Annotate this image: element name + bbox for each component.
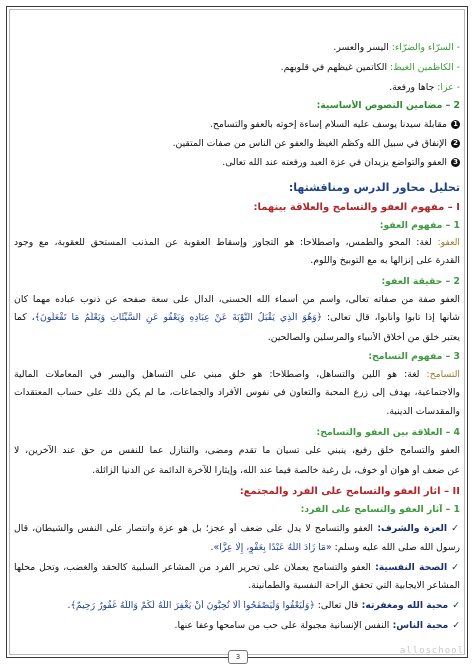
text-segment: العفو: — [431, 237, 460, 248]
text-segment: رسول الله صلى الله عليه وسلم: — [331, 542, 460, 553]
text-line — [14, 351, 460, 363]
text-segment: ، كما — [14, 312, 35, 323]
text-segment: 2 – مضامين النصوص الأساسية: — [316, 100, 460, 111]
text-segment: لغة: هو اللين والتساهل، واصطلاحا: هو خلق مبني على التساهل واليسر في المعاملات المالية — [14, 369, 420, 380]
text-segment: العفو والتسامح لا يدل على ضعف أو عجز؛ بل هو عزة وانتصار على النفس والشيطان، قال — [14, 523, 373, 534]
text-segment: «مَا زَادَ اللَّهُ عَبْدًا بِعَفْوٍ، إِلَّا عِزًّا» — [213, 542, 332, 553]
text-segment: الكاتمين غيظهم في قلوبهم. — [280, 62, 388, 73]
text-segment: يعتبر خلق من أخلاق الأنبياء والمرسلين والصالحين. — [267, 332, 460, 343]
text-segment: - السرّاء والضرّاء: — [388, 42, 460, 53]
text-line — [14, 157, 460, 169]
text-segment: والاجتماعية، يهدف إلى زرع المحبة والتعاون في نفوس الأفراد والجماعات، ما لم يكن ذلك على حساب المعتقدات — [14, 387, 460, 398]
text-line — [14, 542, 460, 554]
text-line — [14, 445, 460, 457]
text-segment: العفو والتسامح يعملان على تحرير الفرد من المشاعر السلبية كالحقد والغضب، وتحل محلها — [14, 562, 371, 573]
text-line — [14, 82, 460, 94]
text-segment: العفو والتسامح خلق رفيع، ينبني على تسيان ما تقدم ومضى، والتنازل عما للنفس من حق عند الآخرين، لا — [14, 445, 460, 456]
watermark: alloschool — [399, 646, 464, 656]
text-line — [14, 138, 460, 150]
text-line — [14, 562, 460, 574]
text-segment: التسامح: — [419, 369, 460, 380]
text-line — [14, 427, 460, 439]
text-line — [14, 182, 460, 195]
text-line — [14, 332, 460, 344]
text-line — [14, 312, 460, 324]
text-line — [14, 202, 460, 214]
text-segment: . — [210, 542, 214, 553]
text-segment: II – آثار العفو والتسامح على الفرد والمجتمع: — [239, 486, 460, 497]
text-segment: جاها ورفعة. — [389, 82, 435, 93]
text-segment: محبة الله ومغفرته: — [358, 600, 449, 611]
text-segment: العفو صفة من صفاته تعالى، واسم من أسماء الله الحسنى، الدال على سعة صفحه عن ذنوب عباده مهما كان — [14, 294, 460, 305]
text-segment: 2 – حقيقة العفو: — [381, 276, 460, 287]
text-line — [14, 237, 460, 249]
text-segment: شأنها إذا تابوا وأنابوا، قال تعالى: — [322, 312, 460, 323]
text-line — [14, 620, 460, 632]
text-line — [14, 580, 460, 592]
text-line — [14, 486, 460, 498]
text-line — [14, 42, 460, 54]
page-number: 3 — [228, 650, 248, 664]
text-segment: عن ضعف أو هوان أو خوف، بل رغبة خالصة فيما عند الله، وإيثارا للآخرة الدائمة عن الدنيا الزائلة. — [92, 465, 460, 476]
text-line — [14, 62, 460, 74]
text-segment: ﴿وَلْيَعْفُوا وَلْيَصْفَحُوا أَلَا تُحِبُّونَ أَنْ يَغْفِرَ اللَّهُ لَكُمْ وَاللَّهُ غَفُورٌ رَحِيمٌ﴾ — [70, 600, 315, 611]
text-segment: اليسر والعسر. — [333, 42, 389, 53]
text-segment: النفس الإنسانية مجبولة على حب من سامحها وعفا عنها. — [174, 620, 390, 631]
number-bullet-icon: 3 — [451, 158, 460, 167]
text-segment: محبة الناس: — [389, 620, 449, 631]
text-segment: 4 – العلاقة بين العفو والتسامح: — [316, 427, 460, 438]
text-line — [14, 255, 460, 267]
text-segment: القدرة على إنزالها به مع التوبيخ واللوم. — [310, 255, 460, 266]
text-line — [14, 600, 460, 612]
text-line — [14, 100, 460, 112]
text-segment: الصحة النفسية: — [370, 562, 448, 573]
text-segment: الإنفاق في سبيل الله وكظم الغيظ والعفو عن الناس من صفات المتقين. — [172, 138, 447, 149]
text-segment: العفو والتواضع يزيدان في عزة العبد ورفعته عند الله تعالى. — [222, 157, 447, 168]
text-line — [14, 276, 460, 288]
text-segment: لغة: المحو والطمس، واصطلاحا: هو التجاوز وإسقاط العقوبة عن المذنب المستحق للعقوبة، مع وجود — [14, 237, 432, 248]
text-line — [14, 504, 460, 516]
text-line — [14, 294, 460, 306]
checkmark-bullet-icon: ✓ — [451, 562, 460, 573]
text-segment: 3 – مفهوم التسامح: — [368, 351, 460, 362]
text-segment: . — [67, 600, 71, 611]
text-segment: والمقدسات الدينية. — [386, 406, 460, 417]
text-segment: مقابلة سيدنا يوسف عليه السلام إساءة إخوته بالعفو والتسامح. — [209, 119, 447, 130]
text-segment: - عزا: — [434, 82, 460, 93]
text-line — [14, 465, 460, 477]
text-segment: 1 – آثار العفو والتسامح على الفرد: — [300, 504, 460, 515]
text-segment: - الكاظمين الغيظ: — [387, 62, 460, 73]
text-segment: ﴿وَهُوَ الَّذِي يَقْبَلُ التَّوْبَةَ عَنْ عِبَادِهِ وَيَعْفُو عَنِ السَّيِّئَاتِ وَيَعْلَمُ مَا تَفْعَلُونَ﴾ — [34, 312, 323, 323]
checkmark-bullet-icon: ✓ — [452, 620, 460, 631]
text-segment: تحليل محاور الدرس ومناقشتها: — [288, 182, 460, 194]
text-line — [14, 523, 460, 535]
text-segment: العزة والشرف: — [372, 523, 448, 534]
checkmark-bullet-icon: ✓ — [451, 523, 460, 534]
text-segment: I – مفهوم العفو والتسامح والعلاقة بينهما: — [253, 202, 460, 213]
checkmark-bullet-icon: ✓ — [452, 600, 460, 611]
text-line — [14, 119, 460, 131]
number-bullet-icon: 2 — [451, 139, 460, 148]
text-line — [14, 406, 460, 418]
text-segment: 1 – مفهوم العفو: — [379, 220, 460, 231]
text-line — [14, 220, 460, 232]
text-segment: المشاعر الايجابية التي تحقق الراحة النفسية والطمأنينة. — [248, 580, 460, 591]
number-bullet-icon: 1 — [451, 120, 460, 129]
text-segment: قال تعالى: — [314, 600, 359, 611]
text-line — [14, 387, 460, 399]
text-line — [14, 369, 460, 381]
